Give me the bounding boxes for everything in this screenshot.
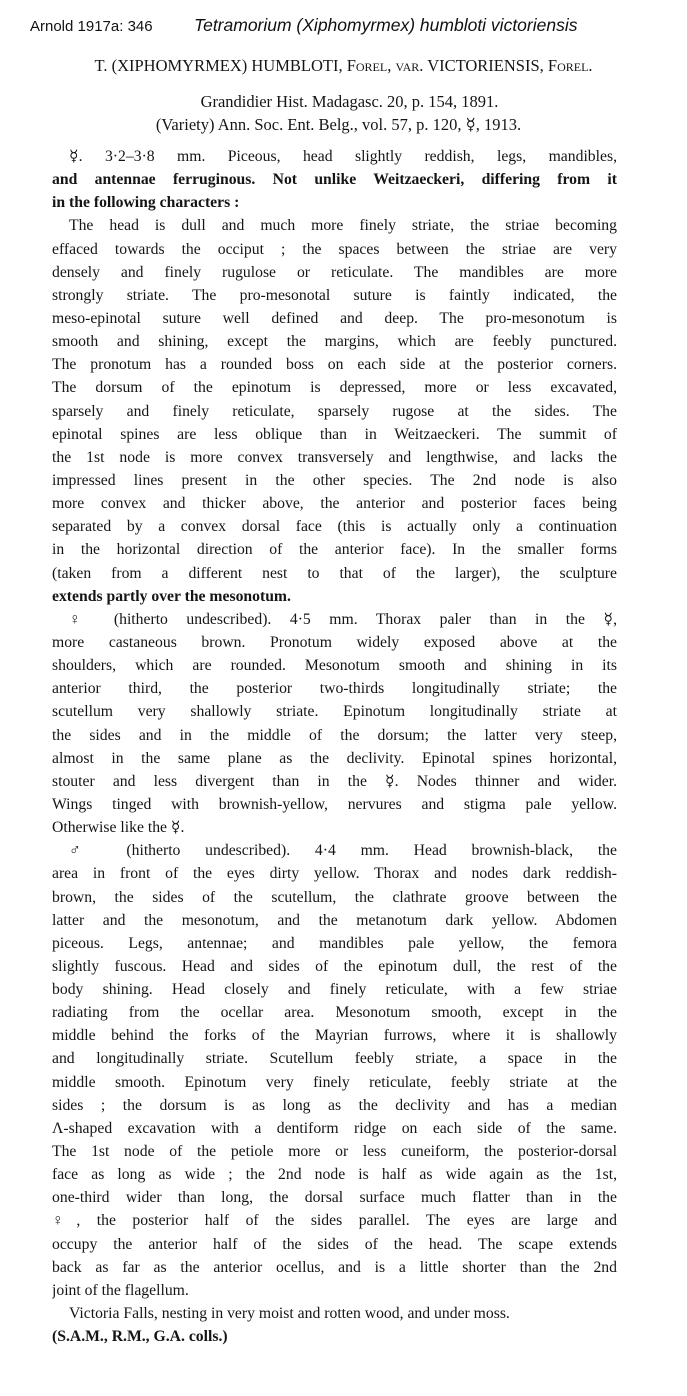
citation-line-2: (Variety) Ann. Soc. Ent. Belg., vol. 57, p. 120, ☿, 1913. [155,115,522,134]
taxon-title: Tetramorium (Xiphomyrmex) humbloti victoriensis [194,15,578,35]
text-line: one-third wider than long, the dorsal surface much flatter than in the [52,1189,617,1207]
text-line: Λ-shaped excavation with a dentiform ridge on each side of the same. [52,1119,617,1137]
text-line: densely and finely rugulose or reticulate. The mandibles are more [52,263,617,281]
text-line: latter and the mesonotum, and the metanotum dark yellow. Abdomen [52,911,617,929]
text-line: The dorsum of the epinotum is depressed, more or less excavated, [52,379,617,397]
text-line: shoulders, which are rounded. Mesonotum smooth and shining in its [52,657,617,675]
text-line: separated by a convex dorsal face (this is actually only a continuation [52,518,617,536]
text-line: the 1st node is more convex transversely and lengthwise, and lacks the [52,448,617,466]
text-line: back as far as the anterior ocellus, and is a little shorter than the 2nd [52,1258,617,1276]
text-line: strongly striate. The pro-mesonotal suture is faintly indicated, the [52,286,617,304]
text-line: Wings tinged with brownish-yellow, nervures and stigma pale yellow. [52,795,617,813]
reference-label: Arnold 1917a: 346 [30,18,153,35]
text-line: in the horizontal direction of the anterior face). In the smaller forms [52,541,617,559]
text-line: and longitudinally striate. Scutellum feebly striate, a space in the [52,1050,617,1068]
text-line: joint of the flagellum. [52,1281,189,1299]
text-line: effaced towards the occiput ; the spaces between the striae are very [52,240,617,258]
text-line: middle behind the forks of the Mayrian furrows, where it is shallowly [52,1027,617,1045]
text-line: The 1st node of the petiole more or less cuneiform, the posterior-dorsal [52,1143,617,1161]
text-line: radiating from the ocellar area. Mesonotum smooth, except in the [52,1004,617,1022]
text-line: ♀, the posterior half of the sides parallel. The eyes are large and [52,1212,617,1230]
text-line: (S.A.M., R.M., G.A. colls.) [52,1328,228,1346]
text-line: scutellum very shallowly striate. Epinotum longitudinally striate at [52,703,617,721]
text-line: (taken from a different nest to that of the larger), the sculpture [52,564,617,582]
text-line: sparsely and finely reticulate, sparsely rugose at the sides. The [52,402,617,420]
text-line: ♀ (hitherto undescribed). 4·5 mm. Thorax paler than in the ☿, [69,610,617,628]
text-line: occupy the anterior half of the sides of the head. The scape extends [52,1235,617,1253]
text-line: impressed lines present in the other species. The 2nd node is also [52,471,617,489]
description-text [52,145,617,1348]
text-line: almost in the same plane as the declivity. Epinotal spines horizontal, [52,749,617,767]
text-line: meso-epinotal suture well defined and deep. The pro-mesonotum is [52,309,617,327]
text-line: extends partly over the mesonotum. [52,587,291,605]
text-line: stouter and less divergent than in the ☿. Nodes thinner and wider. [52,772,617,790]
text-line: anterior third, the posterior two-thirds longitudinally striate; the [52,680,617,698]
text-line: The head is dull and much more finely striate, the striae becoming [69,217,617,235]
text-line: sides ; the dorsum is as long as the declivity and has a median [52,1096,617,1114]
text-line: ☿. 3·2–3·8 mm. Piceous, head slightly reddish, legs, mandibles, [69,148,617,165]
text-line: slightly fuscous. Head and sides of the epinotum dull, the rest of the [52,957,617,975]
text-line: Victoria Falls, nesting in very moist and rotten wood, and under moss. [69,1305,510,1323]
text-line: area in front of the eyes dirty yellow. Thorax and nodes dark reddish- [52,865,617,883]
header-row [30,15,670,39]
text-line: the sides and in the middle of the dorsum; the latter very steep, [52,726,617,744]
citation-line-1: Grandidier Hist. Madagasc. 20, p. 154, 1891. [200,92,499,111]
species-heading: T. (XIPHOMYRMEX) HUMBLOTI, Forel, var. VICTORIENSIS, Forel. [94,56,593,75]
text-line: epinotal spines are less oblique than in Weitzaeckeri. The summit of [52,425,617,443]
text-line: brown, the sides of the scutellum, the clathrate groove between the [52,888,617,906]
text-line: Otherwise like the ☿. [52,819,185,837]
text-line: piceous. Legs, antennae; and mandibles pale yellow, the femora [52,934,617,952]
text-line: body shining. Head closely and finely reticulate, with a few striae [52,981,617,999]
text-line: more castaneous brown. Pronotum widely exposed above at the [52,633,617,651]
text-line: ♂ (hitherto undescribed). 4·4 mm. Head brownish-black, the [69,842,617,860]
text-line: The pronotum has a rounded boss on each side at the posterior corners. [52,356,617,374]
text-line: in the following characters : [52,194,240,212]
text-line: more convex and thicker above, the anterior and posterior faces being [52,495,617,513]
text-line: face as long as wide ; the 2nd node is half as wide again as the 1st, [52,1166,617,1184]
text-line: smooth and shining, except the margins, which are feebly punctured. [52,333,617,351]
text-line: middle smooth. Epinotum very finely reticulate, feebly striate at the [52,1073,617,1091]
text-line: and antennae ferruginous. Not unlike Weitzaeckeri, differing from it [52,171,617,189]
